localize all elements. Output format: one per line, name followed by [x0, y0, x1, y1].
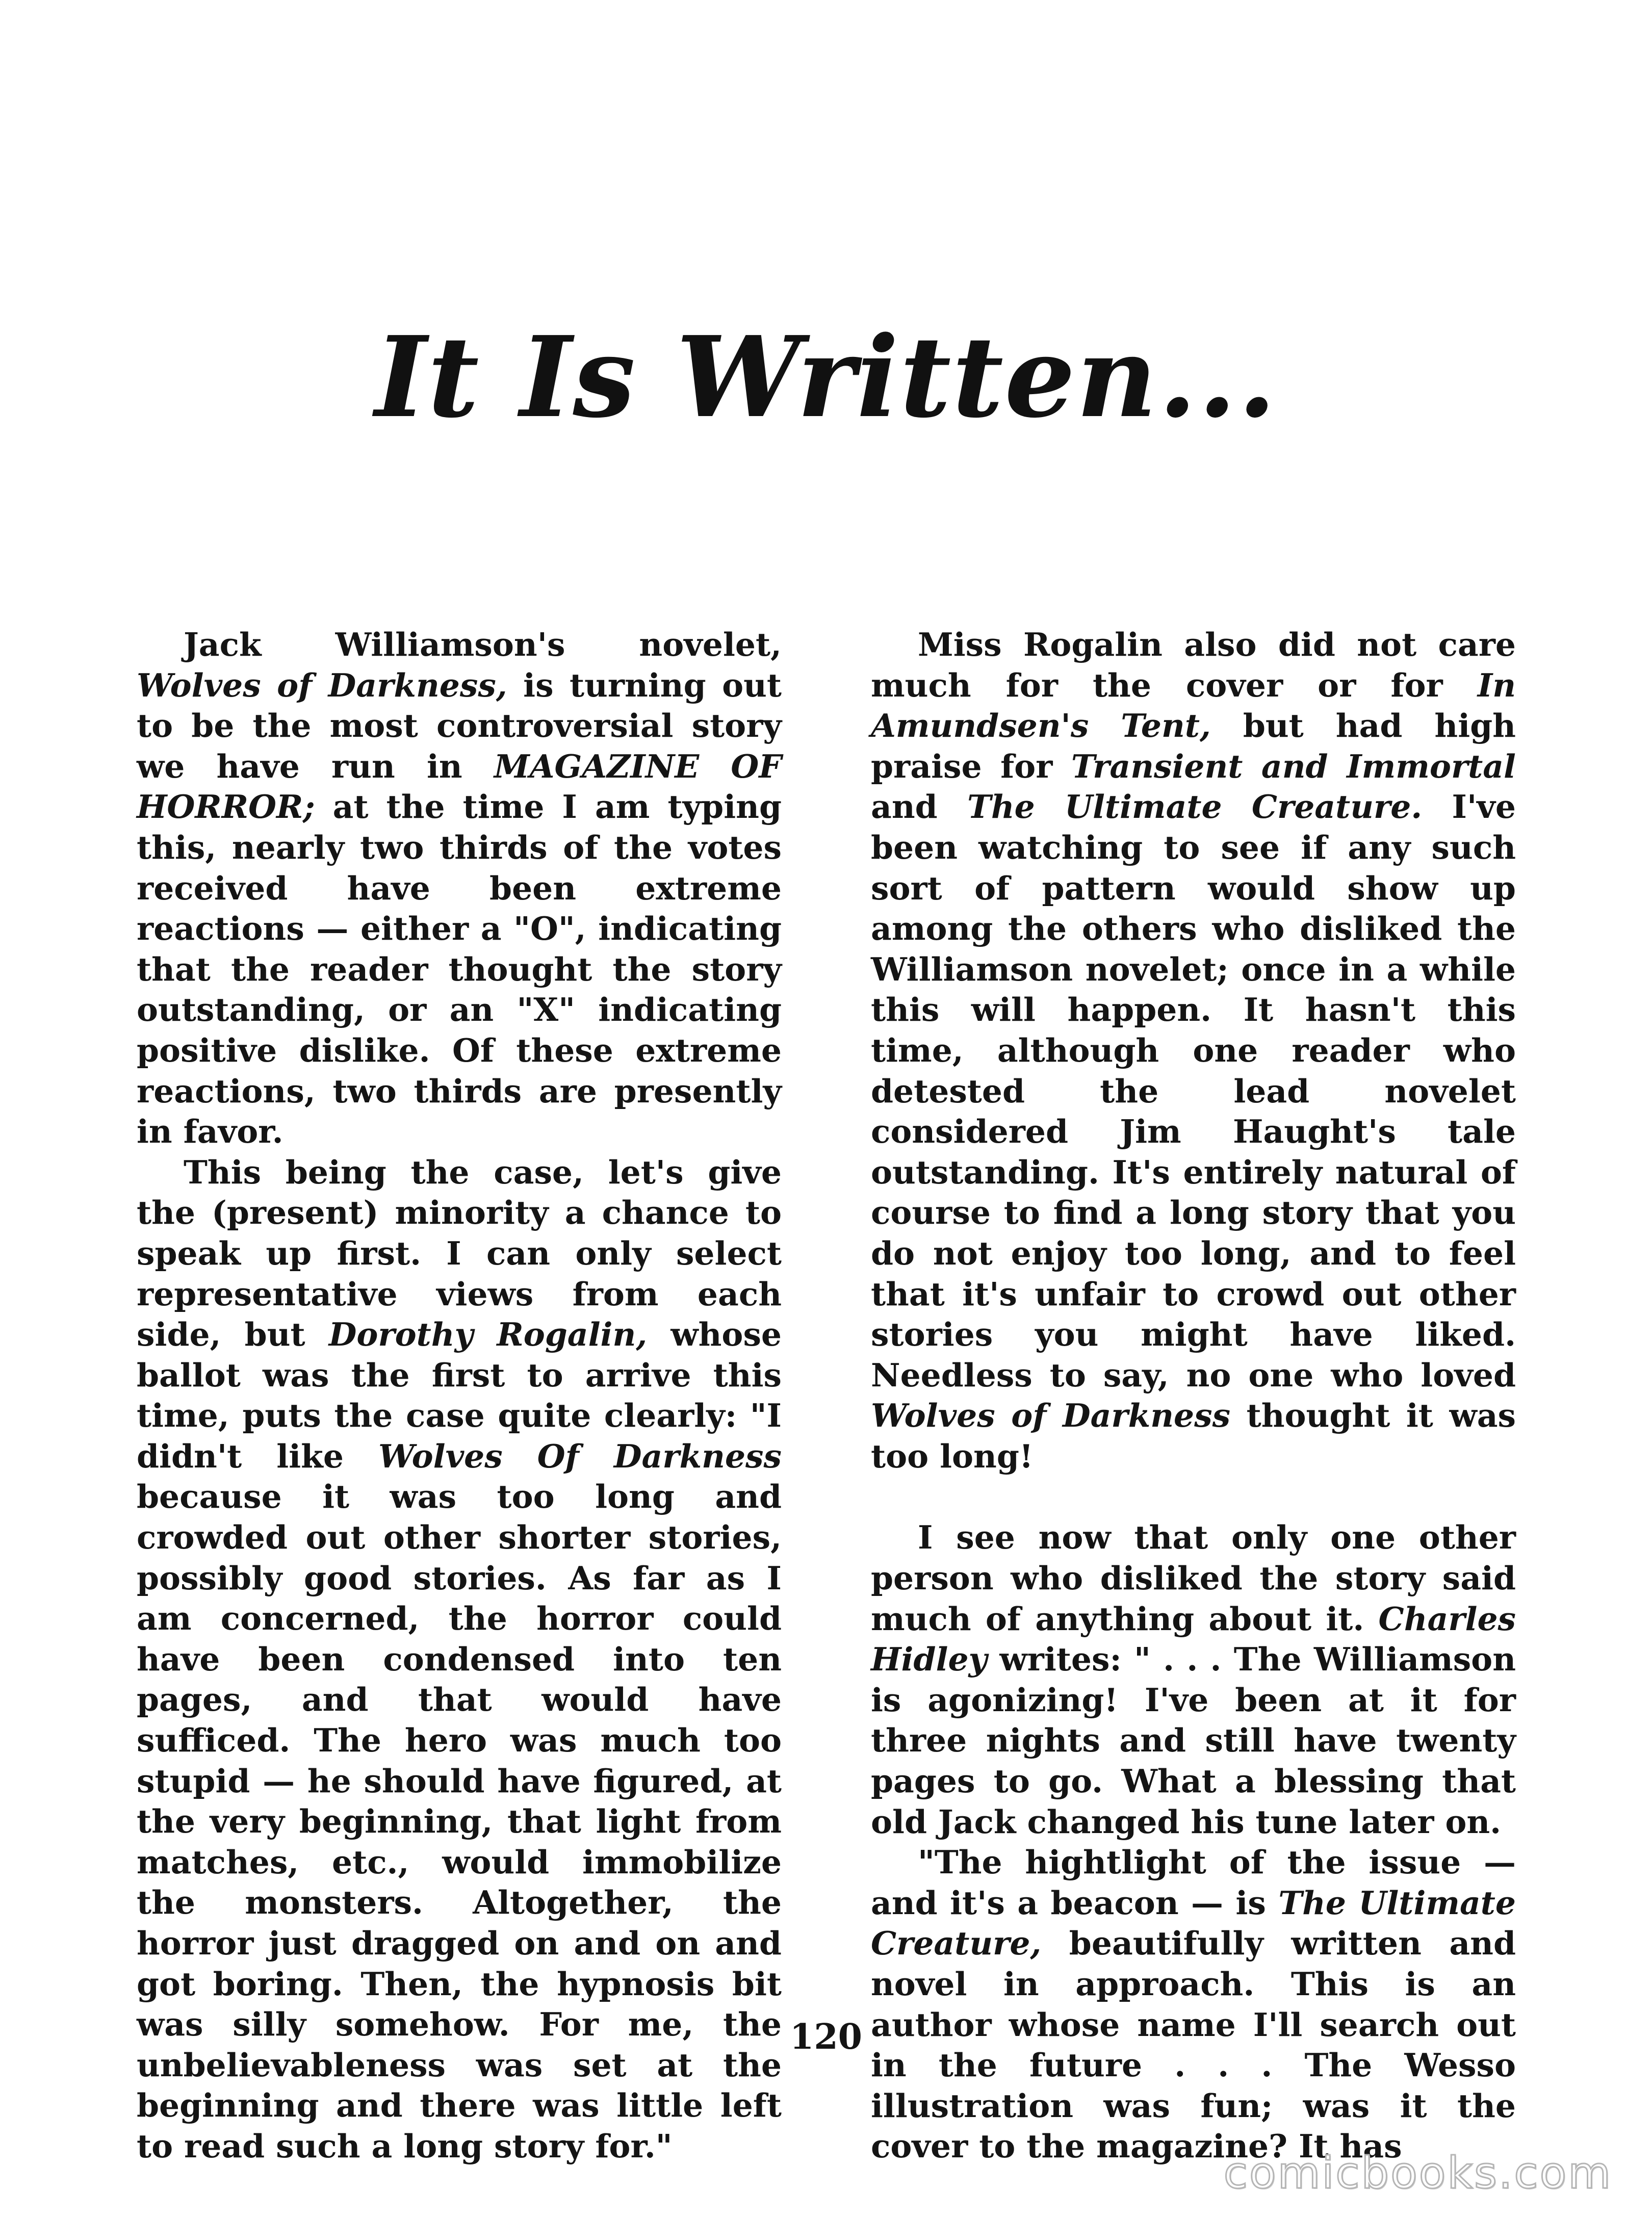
paragraph — [137, 1152, 782, 2167]
text-run: writes: " . . . The Williamson is agonizing! I've been at it for three nights and still have twenty pages to go. What a blessing that old Jack changed his tune later on. — [871, 1640, 1516, 1841]
text-run: whose ballot was the first to arrive this time, puts the case quite clearly: "I didn't like — [137, 1316, 782, 1475]
reader-name: Charles Hidley — [871, 1600, 1516, 1679]
text-run: This being the case, let's give the (present) minority a chance to speak up first. I can only select representative views from each side, but — [137, 1153, 782, 1354]
text-run: "The hightlight of the issue — and it's a beacon — is — [871, 1843, 1516, 1922]
story-title: In Amundsen's Tent, — [871, 666, 1516, 745]
story-title: The Ultimate Creature, — [871, 1884, 1516, 1963]
text-run: I've been watching to see if any such sort of pattern would show up among the others who disliked the Williamson novelet; once in a while this will happen. It hasn't this time, although one reader who detested the lead novelet considered Jim Haught's tale outstanding. It's entirely natural of course to find a long story that you do not enjoy too long, and to feel that it's unfair to crowd out other stories you might have liked. Needless to say, no one who loved — [871, 788, 1516, 1394]
text-run: and — [871, 788, 967, 826]
text-run: because it was too long and crowded out other shorter stories, possibly good stories. As far as I am concerned, the horror could have been condensed into ten pages, and that would have sufficed. The hero was much too stupid — he should have figured, at the very beginning, that light from matches, etc., would immobilize the monsters. Altogether, the horror just dragged on and on and got boring. Then, the hypnosis bit was silly somehow. For me, the unbelievableness was set at the beginning and there was little left to read such a long story for." — [137, 1478, 782, 2165]
right-column — [871, 625, 1516, 2167]
text-run: beautifully written and novel in approach. This is an author whose name I'll search out in the future . . . The Wesso illustration was fun; was it the cover to the magazine? It has — [871, 1924, 1516, 2165]
text-run: Miss Rogalin also did not care much for the cover or for — [871, 626, 1516, 704]
story-title: Transient and Immortal — [1071, 747, 1516, 785]
left-column — [137, 625, 782, 2167]
text-run: is turning out to be the most controversial story we have run in — [137, 666, 782, 785]
story-title: Wolves of Darkness, — [137, 666, 507, 704]
paragraph — [871, 1842, 1516, 2167]
text-run: but had high praise for — [871, 707, 1516, 785]
reader-name: Dorothy Rogalin, — [328, 1316, 648, 1354]
paragraph — [871, 1517, 1516, 1842]
magazine-title: MAGAZINE OF HORROR; — [137, 747, 782, 826]
story-title: Wolves Of Darkness — [378, 1437, 782, 1475]
text-run: at the time I am typing this, nearly two thirds of the votes received have been extreme reactions — either a "O", indicating that the reader thought the story outstanding, or an "X" indicating positive dislike. Of these extreme reactions, two thirds are presently in favor. — [137, 788, 782, 1151]
story-title: Wolves of Darkness — [871, 1397, 1231, 1435]
paragraph — [871, 625, 1516, 1477]
text-run: I see now that only one other person who disliked the story said much of anything about it. — [871, 1518, 1516, 1638]
text-run: Jack Williamson's novelet, — [184, 626, 782, 663]
text-run: thought it was too long! — [871, 1397, 1516, 1475]
page-number: 120 — [790, 2017, 862, 2057]
story-title: The Ultimate Creature. — [967, 788, 1423, 826]
page-title: It Is Written... — [374, 312, 1278, 443]
watermark-text: comicbooks.com — [1223, 2148, 1612, 2199]
paragraph — [137, 625, 782, 1152]
